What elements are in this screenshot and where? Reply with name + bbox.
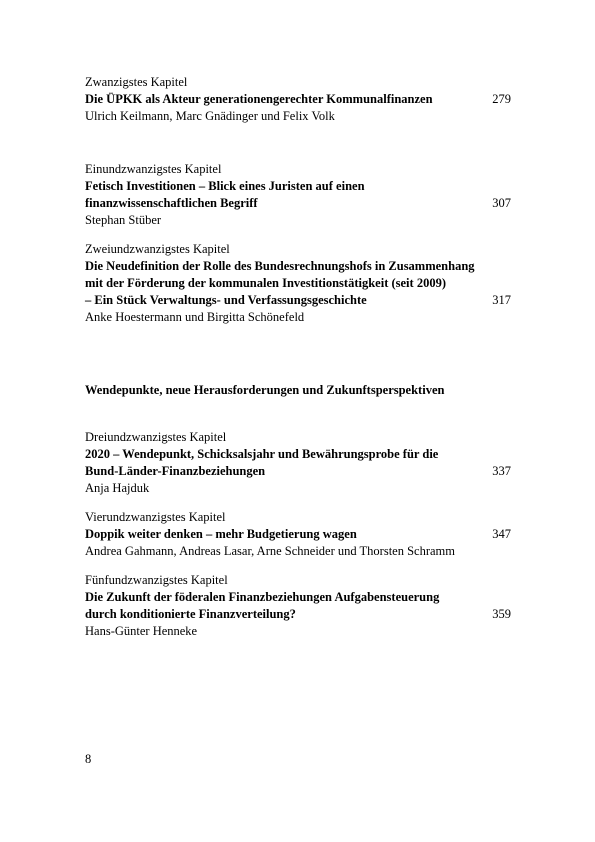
chapter-authors: Anke Hoestermann und Birgitta Schönefeld [85,310,305,324]
toc-entry [85,74,511,125]
chapter-label: Vierundzwanzigstes Kapitel [85,510,226,524]
chapter-label: Fünfundzwanzigstes Kapitel [85,573,228,587]
page-number: 307 [492,196,511,210]
toc-entry [85,161,511,229]
page-number: 279 [492,92,511,106]
chapter-title-line: Die Neudefinition der Rolle des Bundesrechnungshofs in Zusammenhang [85,259,475,273]
toc-entry [85,572,511,640]
chapter-title-line: durch konditionierte Finanzverteilung? [85,607,296,621]
chapter-title-line: 2020 – Wendepunkt, Schicksalsjahr und Bewährungsprobe für die [85,447,439,461]
chapter-title [85,526,511,543]
chapter-label: Zweiundzwanzigstes Kapitel [85,242,230,256]
chapter-title-line: Bund-Länder-Finanzbeziehungen [85,464,266,478]
chapter-title-line: Fetisch Investitionen – Blick eines Juristen auf einen [85,179,365,193]
chapter-label: Einundzwanzigstes Kapitel [85,162,222,176]
chapter-title-line: – Ein Stück Verwaltungs- und Verfassungsgeschichte [85,293,367,307]
chapter-label: Dreiundzwanzigstes Kapitel [85,430,227,444]
chapter-authors: Stephan Stüber [85,213,162,227]
section-heading: Wendepunkte, neue Herausforderungen und Zukunftsperspektiven [85,383,445,397]
chapter-title-line: Die Zukunft der föderalen Finanzbeziehungen Aufgabensteuerung [85,590,440,604]
chapter-title-line: Doppik weiter denken – mehr Budgetierung wagen [85,527,357,541]
chapter-authors: Anja Hajduk [85,481,150,495]
chapter-authors: Andrea Gahmann, Andreas Lasar, Arne Schneider und Thorsten Schramm [85,544,455,558]
chapter-title [85,195,511,212]
chapter-title [85,292,511,309]
toc-entry [85,241,511,326]
chapter-title [85,463,511,480]
chapter-title [85,91,511,108]
page-number: 337 [492,464,511,478]
chapter-title-line: finanzwissenschaftlichen Begriff [85,196,258,210]
page-number: 317 [492,293,511,307]
toc-entry [85,509,511,560]
page-number: 359 [492,607,511,621]
chapter-authors: Ulrich Keilmann, Marc Gnädinger und Felix Volk [85,109,335,123]
chapter-title-line: mit der Förderung der kommunalen Investitionstätigkeit (seit 2009) [85,276,446,290]
chapter-label: Zwanzigstes Kapitel [85,75,188,89]
chapter-title-line: Die ÜPKK als Akteur generationengerechter Kommunalfinanzen [85,92,433,106]
chapter-title [85,606,511,623]
footer-page-number: 8 [85,752,92,766]
chapter-authors: Hans-Günter Henneke [85,624,198,638]
toc-entry [85,429,511,497]
page-number: 347 [492,527,511,541]
